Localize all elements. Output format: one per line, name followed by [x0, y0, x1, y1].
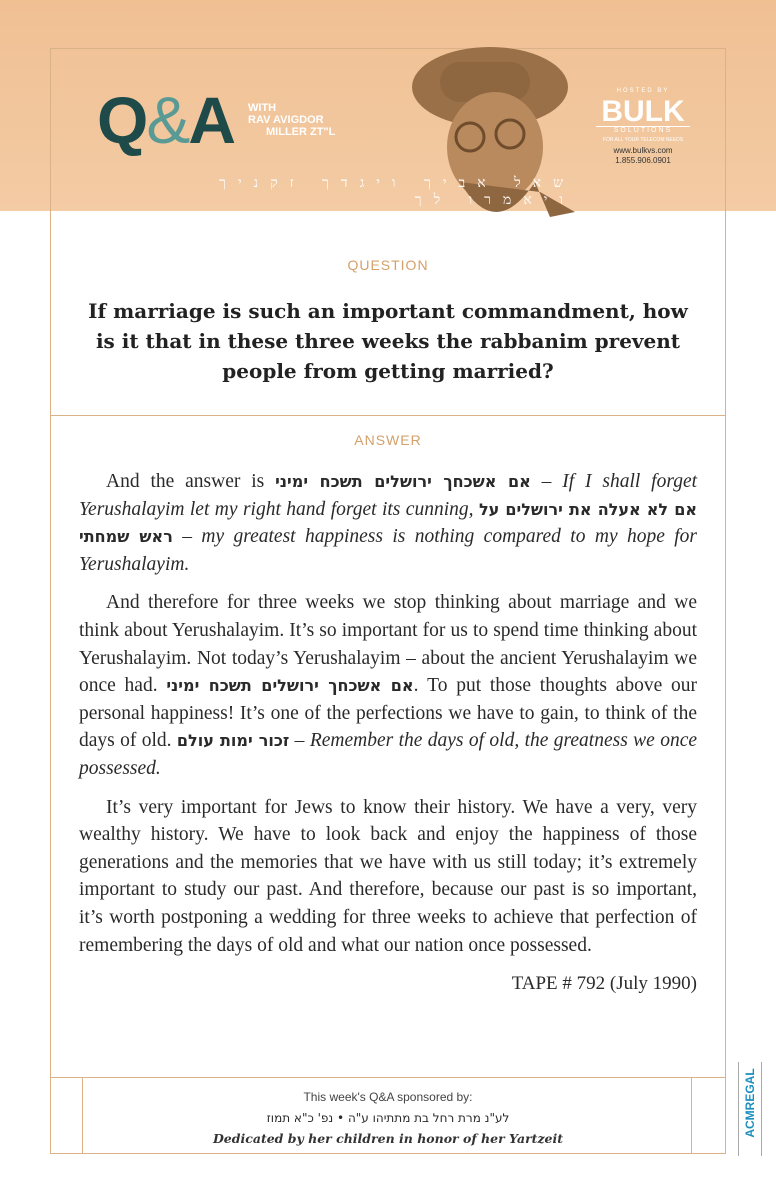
text: – [289, 730, 310, 752]
hebrew-dedication: לע"נ מרת רחל בת מתתיהו ע"ה • נפ' כ"א תמוז [266, 1111, 510, 1125]
answer-paragraph [79, 589, 697, 782]
hebrew-quote: אם אשכחך ירושלים תשכח ימיני [275, 472, 531, 491]
website: www.bulkvs.com [613, 146, 673, 155]
sponsor-footer [50, 1077, 726, 1154]
translation: my greatest happiness is nothing compared to my hope for Yerushalayim. [79, 526, 698, 575]
logo-a: A [188, 83, 235, 157]
translation: Remember the days of old, the greatness we once possessed. [79, 730, 697, 779]
hebrew-quote: אם אשכחך ירושלים תשכח ימיני [166, 676, 414, 696]
bulk-sponsor [588, 88, 698, 166]
phone: 1.855.906.0901 [615, 156, 671, 165]
printer-name: ACMREGAL [743, 1068, 757, 1138]
printer-logo [738, 1062, 762, 1156]
tape-reference: TAPE # 792 (July 1990) [511, 973, 697, 995]
tagline: FOR ALL YOUR TELECOM NEEDS [602, 137, 684, 143]
translation: If I shall forget Yerushalayim let my right hand forget its cunning, [79, 471, 698, 520]
hosted-by: HOSTED BY [616, 88, 670, 94]
question-label: QUESTION [347, 257, 429, 273]
text: And the answer is [106, 471, 276, 492]
text: – [172, 526, 202, 548]
dedication: Dedicated by her children in honor of her Yartzeit [212, 1131, 564, 1146]
sponsored-by: This week's Q&A sponsored by: [303, 1090, 473, 1104]
rav-text: RAV AVIGDOR [248, 114, 324, 126]
with-text: WITH [248, 102, 277, 114]
text: And therefore for three weeks we stop thinking about marriage and we think about Yerushalayim. It’s so important for us to spend time thinking about Yerushalayim. Not today’s Yerushalayim – about the ancient Yerushalayim we once had. [79, 592, 697, 697]
text: – [530, 471, 563, 492]
answer-paragraph [79, 468, 697, 578]
rav-title [248, 102, 335, 138]
answer-label: ANSWER [354, 432, 422, 448]
logo-amp: & [146, 83, 189, 157]
hebrew-quote: אם לא אעלה את ירושלים על ראש שמחתי [79, 499, 698, 547]
bulk-logo: BULK [601, 95, 685, 128]
answer-paragraph: It’s very important for Jews to know their history. We have a very, very wealthy history. We have to look back and enjoy the happiness of those generations and the memories that we have with us still today; it’s extremely important to study our past. And therefore, because our past is so important, it’s worth postponing a wedding for three weeks to achieve that perfection of remembering the days of old and what our nation once possessed. [79, 796, 697, 956]
answer-body [79, 468, 697, 998]
hebrew-quote: זכור ימות עולם [176, 731, 290, 751]
question-text: If marriage is such an important commandment, how is it that in these three weeks the rabbanim prevent people from getting married? [88, 299, 688, 383]
miller-text: MILLER ZT"L [266, 126, 336, 138]
section-divider [50, 415, 726, 416]
hebrew-verse-band: שאל אביך ויגדך זקניך ויאמרו לך [219, 175, 575, 208]
logo-q: Q [97, 83, 147, 157]
qa-logo [97, 82, 234, 158]
text: . To put those thoughts above our personal happiness! It’s one of the perfections we have to gain, to think of the days of old. [79, 675, 698, 752]
solutions-text: SOLUTIONS [596, 126, 690, 134]
